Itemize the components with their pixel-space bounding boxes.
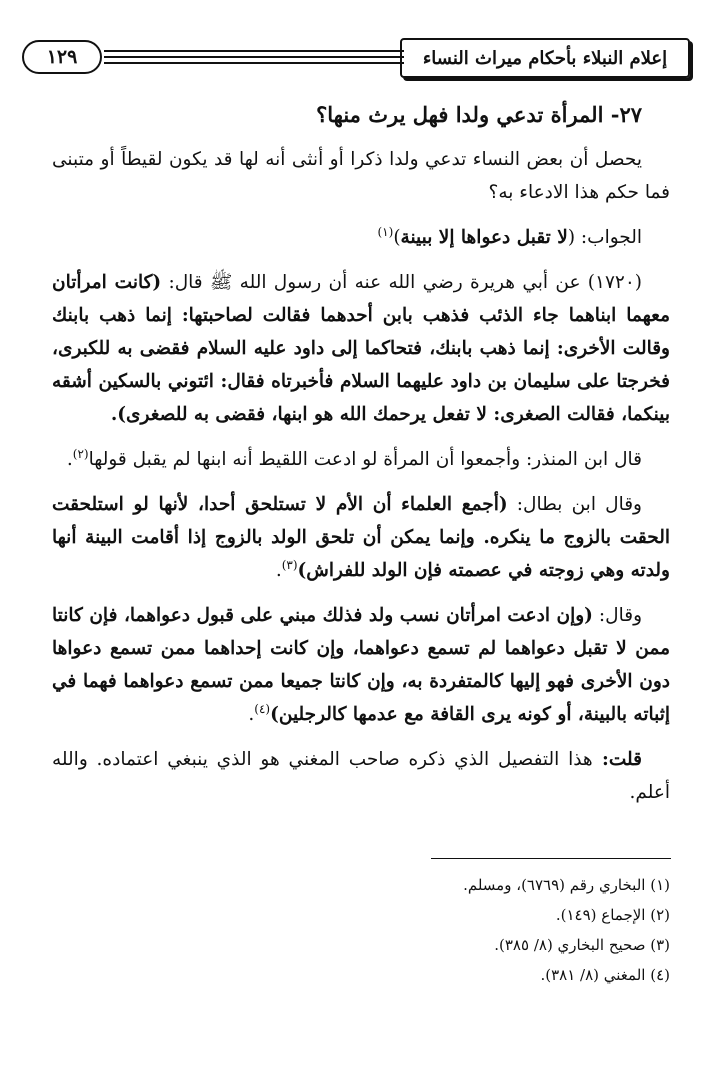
footnote-ref: (٤) [254, 701, 271, 716]
footnote-ref: (١) [377, 224, 394, 239]
question-paragraph: يحصل أن بعض النساء تدعي ولدا ذكرا أو أنثى أنه لها قد يكون لقيطاً أو متبنى فما حكم هذا الادعاء به؟ [52, 149, 670, 203]
page-number: ١٢٩ [22, 40, 102, 74]
main-text [52, 98, 670, 821]
section-title: ٢٧- المرأة تدعي ولدا فهل يرث منها؟ [316, 102, 642, 127]
footnote: (٣) صحيح البخاري (٨/ ٣٨٥). [494, 936, 670, 954]
hadith-text: (كانت امرأتان معهما ابناهما جاء الذئب فذهب بابن أحدهما فقالت لصاحبتها: إنما ذهب بابنك وقالت الأخرى: إنما ذهب بابنك، فتحاكما إلى داود عليه السلام فقضى به للكبرى، فخرجتا على سليمان بن داود عليهما السلام فأخبرتاه فقال: ائتوني بالسكين أشقه بينكما، فقالت الصغرى: لا تفعل يرحمك الله هو ابنها، فقضى به للصغرى). [52, 272, 670, 425]
answer-lead: الجواب: ( [567, 227, 642, 248]
ibn-battal-paragraph [52, 488, 670, 587]
conclusion-text: هذا التفصيل الذي ذكره صاحب المغني هو الذي ينبغي اعتماده. والله أعلم. [52, 749, 670, 803]
answer-paragraph [52, 221, 670, 254]
footnote: (١) البخاري رقم (٦٧٦٩)، ومسلم. [463, 876, 670, 894]
footnote-ref: (٢) [72, 446, 89, 461]
two-women-paragraph [52, 599, 670, 731]
two-women-lead: وقال: [592, 605, 642, 626]
conclusion-lead: قلت: [592, 749, 642, 770]
ibn-battal-end: . [275, 560, 282, 581]
hadith-paragraph [52, 266, 670, 431]
hadith-lead: (١٧٢٠) عن أبي هريرة رضي الله عنه أن رسول الله ﷺ قال: [161, 272, 642, 293]
footnote-ref: (٣) [281, 557, 298, 572]
answer-close: ) [393, 227, 401, 248]
two-women-end: . [248, 704, 255, 725]
ibn-mundhir-end: . [66, 449, 73, 470]
header-rule [104, 56, 404, 58]
footnote: (٢) الإجماع (١٤٩). [555, 906, 670, 924]
ibn-mundhir-paragraph [52, 443, 670, 476]
answer-text: لا تقبل دعواها إلا ببينة [400, 227, 568, 248]
footnote-separator [431, 858, 671, 859]
ibn-battal-lead: وقال ابن بطال: [507, 494, 642, 515]
conclusion-paragraph [52, 743, 670, 809]
ibn-mundhir-text: قال ابن المنذر: وأجمعوا أن المرأة لو ادعت اللقيط أنه ابنها لم يقبل قولها [88, 449, 642, 470]
header-rule [104, 50, 404, 52]
book-title: إعلام النبلاء بأحكام ميراث النساء [400, 38, 690, 78]
running-header [22, 38, 690, 82]
ibn-battal-quote: (أجمع العلماء أن الأم لا تستلحق أحدا، لأنها لو استلحقت الحقت بالزوج ما ينكره. وإنما يمكن أن تلحق الولد بالزوج إذا أقامت البينة أنها ولدته وهي زوجته في عصمته فإن الولد للفراش) [52, 494, 670, 581]
header-rule [104, 62, 404, 64]
footnote: (٤) المغني (٨/ ٣٨١). [540, 966, 670, 984]
two-women-quote: (وإن ادعت امرأتان نسب ولد فذلك مبني على قبول دعواهما، فإن كانتا ممن لا تقبل دعواهما لم تسمع دعواهما، وإن كانت إحداهما ممن تسمع دعواها دون الأخرى فهو إليها كالمتفردة به، وإن كانتا جميعا ممن تسمع دعواهما فهما في إثباته بالبينة، أو كونه يرى القافة مع عدمها كالرجلين) [52, 605, 670, 725]
footnotes [52, 870, 670, 990]
